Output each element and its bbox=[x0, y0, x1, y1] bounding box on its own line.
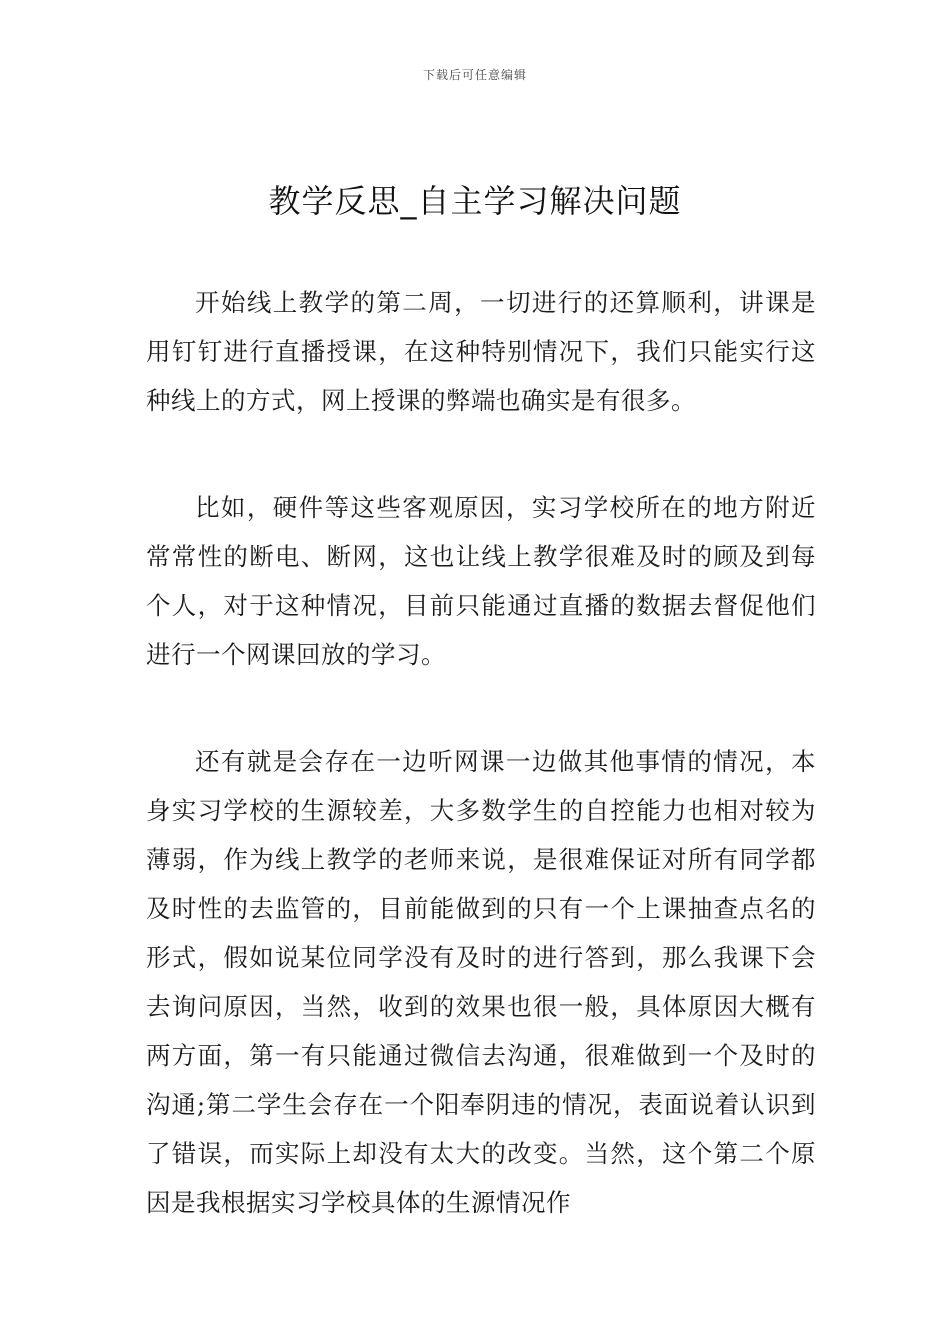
document-body bbox=[146, 278, 816, 1227]
header-note: 下载后可任意编辑 bbox=[422, 68, 527, 82]
paragraph-2: 比如，硬件等这些客观原因，实习学校所在的地方附近常常性的断电、断网，这也让线上教学很难及时的顾及到每个人，对于这种情况，目前只能通过直播的数据去督促他们进行一个网课回放的学习。 bbox=[146, 493, 816, 669]
paragraph-1: 开始线上教学的第二周，一切进行的还算顺利，讲课是用钉钉进行直播授课，在这种特别情况下，我们只能实行这种线上的方式，网上授课的弊端也确实是有很多。 bbox=[146, 288, 816, 415]
document-title: 教学反思_自主学习解决问题 bbox=[268, 182, 682, 220]
paragraph-3: 还有就是会存在一边听网课一边做其他事情的情况，本身实习学校的生源较差，大多数学生的自控能力也相对较为薄弱，作为线上教学的老师来说，是很难保证对所有同学都及时性的去监管的，目前能做到的只有一个上课抽查点名的形式，假如说某位同学没有及时的进行答到，那么我课下会去询问原因，当然，收到的效果也很一般，具体原因大概有两方面，第一有只能通过微信去沟通，很难做到一个及时的沟通;第二学生会存在一个阳奉阴违的情况，表面说着认识到了错误，而实际上却没有太大的改变。当然，这个第二个原因是我根据实习学校具体的生源情况作 bbox=[146, 747, 816, 1217]
